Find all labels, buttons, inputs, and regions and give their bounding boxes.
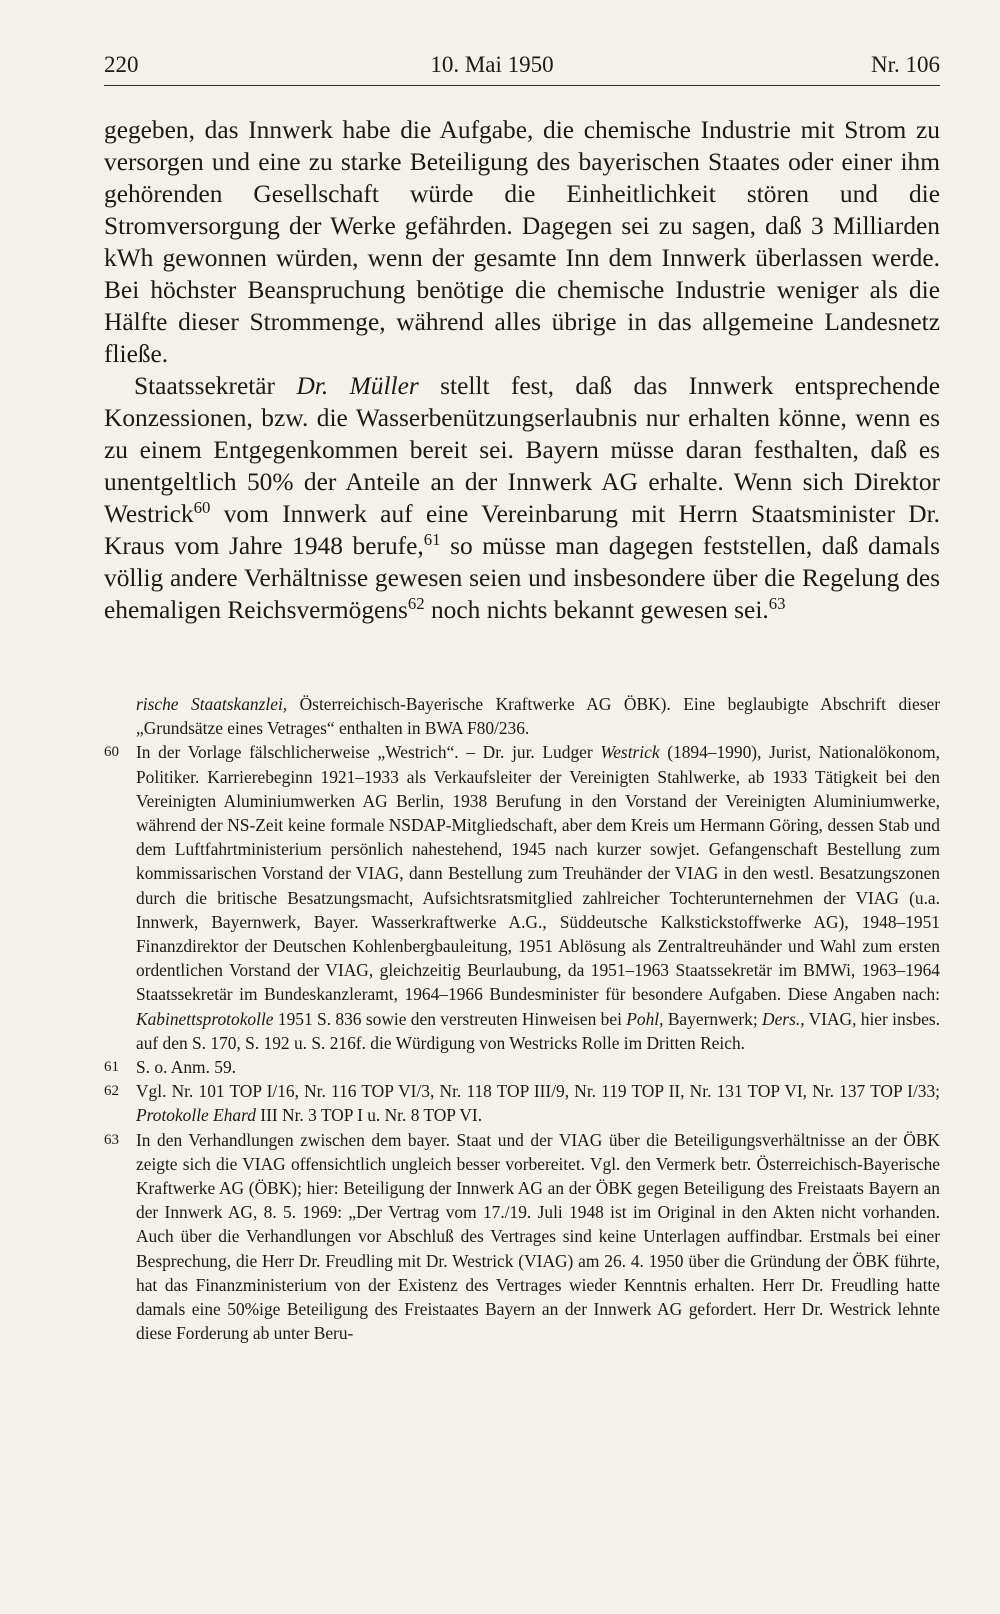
header-date: 10. Mai 1950 [430, 52, 554, 77]
page-number: 220 [104, 52, 139, 77]
document-number: Nr. 106 [871, 52, 940, 77]
person-name: Müller [328, 372, 419, 400]
header-rule [104, 85, 940, 86]
paragraph: Staatssekretär Dr. Müller stellt fest, daß das Innwerk entsprechende Konzessionen, bzw. die Wasserbenützungserlaubnis nur erhalten könne, wenn es zu einem Entgegenkommen bereit sei. Bayern müsse daran festhalten, daß es unentgeltlich 50% der Anteile an der Innwerk AG erhalte. Wenn sich Direktor Westrick$^{60}$ vom Innwerk auf eine Vereinbarung mit Herrn Staatsminister Dr. Kraus vom Jahre 1948 berufe,$^{61}$ so müsse man dagegen feststellen, daß damals völlig andere Verhältnisse gewesen seien und insbesondere über die Regelung des ehemaligen Reichsvermögens$^{62}$ noch nichts bekannt gewesen sei.$^{63}$ [104, 372, 941, 624]
footnote-ref: 63 [768, 593, 786, 613]
footnote-number: 62 [104, 1083, 119, 1100]
footnote-63: 63 In den Verhandlungen zwischen dem bayer. Staat und der VIAG über die Beteiligungsverhältnisse an der ÖBK zeigte sich die VIAG offensichtlich ungleich besser vorbereitet. Vgl. den Vermerk betr. Österreichisch-Bayerische Kraftwerke AG (ÖBK); hier: Beteiligung der Innwerk AG an der ÖBK gegen Beteiligung des Freistaats Bayern an der Innwerk AG, 8. 5. 1969: „Der Vertrag vom 17./19. Juli 1948 ist im Original in den Akten nicht vorhanden. Auch über die Verhandlungen vor Abschluß des Vertrages sind keine Unterlagen auffindbar. Erstmals bei einer Besprechung, die Herr Dr. Freudling mit Dr. Westrick (VIAG) am 26. 4. 1950 über die Gründung der ÖBK führte, hat das Finanzministerium von der Existenz des Vertrages wieder Kenntnis erhalten. Herr Dr. Freudling hatte damals eine 50%ige Beteiligung des Freistaates Bayern an der Innwerk AG gefordert. Herr Dr. Westrick lehnte diese Forderung ab unter Beru- [104, 1129, 940, 1344]
footnote-number: 63 [104, 1131, 119, 1148]
footnote-61: 61 S. o. Anm. 59. [104, 1055, 940, 1079]
running-header [104, 52, 940, 82]
footnote-ref: 61 [423, 529, 441, 549]
footnote-continuation: rische Staatskanzlei, Österreichisch-Bayerische Kraftwerke AG ÖBK). Eine beglaubigte Abschrift dieser „Grundsätze eines Vetrages“ enthalten in BWA F80/236. [136, 694, 940, 739]
main-text [104, 114, 940, 626]
paragraph: gegeben, das Innwerk habe die Aufgabe, die chemische Industrie mit Strom zu versorgen und eine zu starke Beteiligung des bayerischen Staates oder einer ihm gehörenden Gesellschaft würde die Einheitlichkeit stören und die Stromversorgung der Werke gefährden. Dagegen sei zu sagen, daß 3 Milliarden kWh gewonnen würden, wenn der gesamte Inn dem Innwerk überlassen werde. Bei höchster Beanspruchung benötige die chemische Industrie weniger als die Hälfte dieser Strommenge, während alles übrige in das allgemeine Landesnetz fließe. [104, 116, 940, 368]
footnote-number: 61 [104, 1059, 119, 1076]
footnotes [104, 692, 940, 1345]
footnote-62: 62 Vgl. Nr. 101 TOP I/16, Nr. 116 TOP VI/3, Nr. 118 TOP III/9, Nr. 119 TOP II, Nr. 131 TOP VI, Nr. 137 TOP I/33; Protokolle Ehard III Nr. 3 TOP I u. Nr. 8 TOP VI. [104, 1081, 940, 1126]
footnote-60: 60 In der Vorlage fälschlicherweise „Westrich“. – Dr. jur. Ludger Westrick (1894–1990), Jurist, Nationalökonom, Politiker. Karrierebeginn 1921–1933 als Verkaufsleiter der Vereinigten Stahlwerke, ab 1933 Tätigkeit bei den Vereinigten Aluminiumwerken AG Berlin, 1938 Berufung in den Vorstand der Vereinigten Aluminiumwerke, während der NS-Zeit keine formale NSDAP-Mitgliedschaft, aber dem Kreis um Hermann Göring, dessen Stab und dem Luftfahrtministerium persönlich nahestehend, 1945 nach kurzer sowjet. Gefangenschaft Bestellung zum kommissarischen Vorstand der VIAG, dann Bestellung zum Treuhänder der VIAG in den westl. Besatzungszonen durch die britische Besatzungsmacht, Aufsichtsratsmitglied zahlreicher Tochterunternehmen der VIAG (u.a. Innwerk, Bayernwerk, Bayer. Wasserkraftwerke A.G., Süddeutsche Kalkstickstoffwerke AG), 1948–1951 Finanzdirektor der Deutschen Kohlenbergbauleitung, 1951 Ablösung als Zentraltreuhänder und Wahl zum ersten ordentlichen Vorstand der VIAG, gleichzeitig Beurlaubung, da 1951–1963 Staatssekretär im BMWi, 1963–1964 Staatssekretär im Bundeskanzleramt, 1964–1966 Bundesminister für besondere Aufgaben. Diese Angaben nach: Kabinettsprotokolle 1951 S. 836 sowie den verstreuten Hinweisen bei Pohl, Bayernwerk; Ders., VIAG, hier insbes. auf den S. 170, S. 192 u. S. 216f. die Würdigung von Westricks Rolle im Dritten Reich. [104, 742, 941, 1053]
footnote-number: 60 [104, 744, 119, 761]
footnote-ref: 60 [193, 497, 211, 517]
footnote-ref: 62 [407, 593, 425, 613]
title-dr: Dr. [296, 372, 329, 400]
